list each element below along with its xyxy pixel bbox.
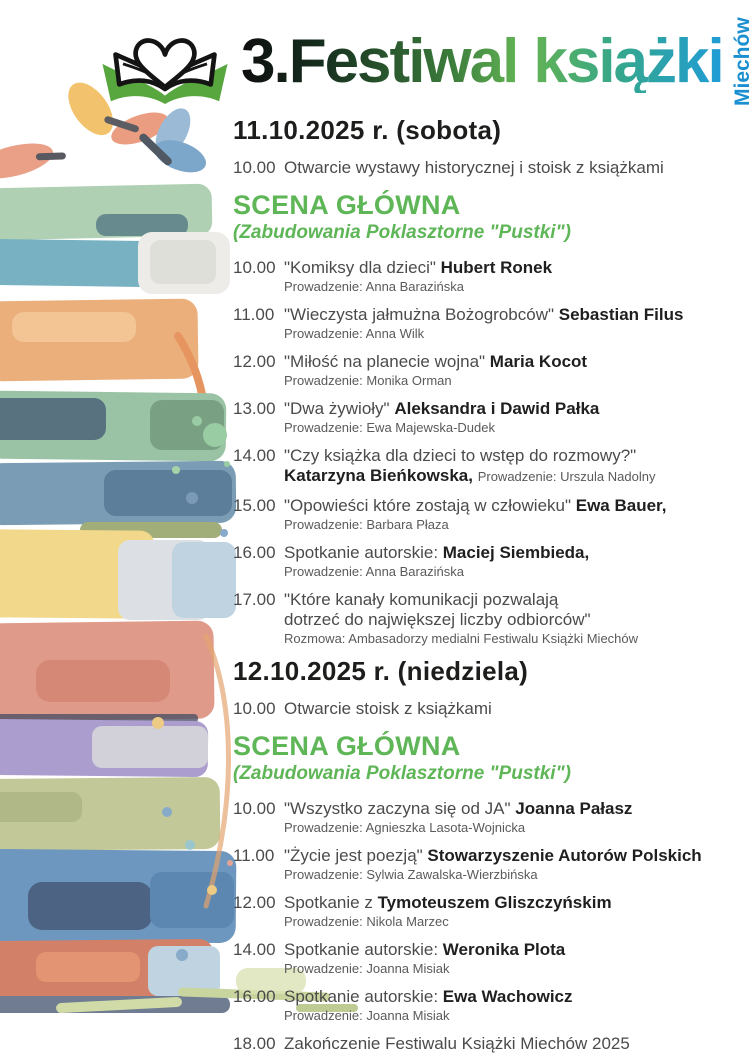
date-heading: 12.10.2025 r. (niedziela) (233, 656, 529, 687)
header (0, 0, 754, 110)
event-title: Otwarcie stoisk z książkami (284, 698, 492, 718)
event-row (233, 893, 705, 931)
event-row (233, 258, 705, 296)
festival-city-label: Miechów (730, 17, 754, 106)
event-title: "Wieczysta jałmużna Bożogrobców" Sebastian Filus (284, 304, 684, 324)
event-time: 16.00 (233, 542, 276, 562)
event-host: Prowadzenie: Joanna Misiak (284, 1008, 450, 1024)
day-section-saturday (233, 116, 705, 648)
event-speaker: Maciej Siembieda, (442, 542, 590, 562)
event-host: Prowadzenie: Ewa Majewska-Dudek (284, 420, 495, 436)
event-speaker: Joanna Pałasz (515, 798, 633, 818)
event-row (233, 446, 705, 487)
event-speaker: Katarzyna Bieńkowska, (284, 466, 478, 486)
event-title: "Komiksy dla dzieci" Hubert Ronek (284, 257, 553, 277)
event-row (233, 846, 705, 884)
event-speaker: Aleksandra i Dawid Pałka (394, 398, 600, 418)
event-title: "Czy książka dla dzieci to wstęp do rozmowy?" (284, 445, 637, 465)
event-title: "Które kanały komunikacji pozwalają (284, 589, 559, 609)
event-row (233, 543, 705, 581)
event-host: Prowadzenie: Anna Wilk (284, 326, 425, 342)
stage-subheading: (Zabudowania Poklasztorne "Pustki") (233, 763, 571, 785)
festival-title-part1: 3.Festiwal (241, 27, 518, 96)
date-heading: 11.10.2025 r. (sobota) (233, 115, 502, 145)
event-time: 18.00 (233, 1033, 276, 1053)
event-row (233, 399, 705, 437)
stage-heading: SCENA GŁÓWNA (233, 190, 461, 221)
event-speaker: Sebastian Filus (558, 304, 684, 324)
event-title-line2: dotrzeć do największej liczby odbiorców" (284, 610, 591, 630)
event-row (233, 987, 705, 1025)
event-time: 12.00 (233, 892, 276, 912)
event-host: Prowadzenie: Agnieszka Lasota-Wojnicka (284, 820, 526, 836)
event-speaker: Weronika Plota (442, 939, 566, 959)
event-speaker: Maria Kocot (489, 351, 588, 371)
event-row (233, 590, 705, 648)
event-time: 17.00 (233, 589, 276, 609)
day-section-sunday (233, 657, 705, 1054)
event-speaker: Ewa Wachowicz (442, 986, 573, 1006)
event-speaker-line (284, 466, 705, 486)
event-title: "Życie jest poezją" Stowarzyszenie Autorów Polskich (284, 845, 702, 865)
event-title: Spotkanie autorskie: Maciej Siembieda, (284, 542, 590, 562)
event-row (233, 699, 705, 719)
event-time: 12.00 (233, 351, 276, 371)
event-title: Spotkanie autorskie: Ewa Wachowicz (284, 986, 573, 1006)
event-time: 14.00 (233, 445, 276, 465)
event-row (233, 940, 705, 978)
event-host: Rozmowa: Ambasadorzy medialni Festiwalu Książki Miechów (284, 631, 639, 647)
event-time: 10.00 (233, 798, 276, 818)
event-host: Prowadzenie: Anna Barazińska (284, 279, 464, 295)
event-host: Prowadzenie: Nikola Marzec (284, 914, 449, 930)
event-title: Spotkanie autorskie: Weronika Plota (284, 939, 566, 959)
event-time: 11.00 (233, 845, 275, 865)
event-time: 14.00 (233, 939, 276, 959)
event-title: Spotkanie z Tymoteuszem Gliszczyńskim (284, 892, 612, 912)
event-row (233, 1034, 705, 1054)
event-host: Prowadzenie: Joanna Misiak (284, 961, 450, 977)
event-speaker: Tymoteuszem Gliszczyńskim (377, 892, 612, 912)
event-time: 15.00 (233, 495, 276, 515)
event-row (233, 158, 705, 178)
event-row (233, 496, 705, 534)
event-speaker: Stowarzyszenie Autorów Polskich (427, 845, 702, 865)
program-schedule (0, 110, 727, 1054)
event-row (233, 799, 705, 837)
event-title: "Opowieści które zostają w człowieku" Ewa Bauer, (284, 495, 667, 515)
event-time: 10.00 (233, 157, 276, 177)
event-title: Otwarcie wystawy historycznej i stoisk z książkami (284, 157, 664, 177)
stage-heading: SCENA GŁÓWNA (233, 731, 461, 762)
festival-title-part2: książki (533, 27, 723, 96)
event-row (233, 352, 705, 390)
event-time: 11.00 (233, 304, 275, 324)
event-row (233, 305, 705, 343)
event-speaker: Ewa Bauer, (575, 495, 667, 515)
event-title: "Dwa żywioły" Aleksandra i Dawid Pałka (284, 398, 600, 418)
event-host: Prowadzenie: Anna Barazińska (284, 564, 464, 580)
event-title: Zakończenie Festiwalu Książki Miechów 2025 (284, 1033, 630, 1053)
event-speaker: Hubert Ronek (440, 257, 553, 277)
event-host: Prowadzenie: Sylwia Zawalska-Wierzbińska (284, 867, 538, 883)
event-time: 13.00 (233, 398, 276, 418)
event-time: 10.00 (233, 257, 276, 277)
event-time: 10.00 (233, 698, 276, 718)
event-time: 16.00 (233, 986, 276, 1006)
event-host: Prowadzenie: Urszula Nadolny (477, 469, 656, 485)
event-title: "Wszystko zaczyna się od JA" Joanna Pałasz (284, 798, 633, 818)
festival-title (241, 27, 723, 96)
stage-subheading: (Zabudowania Poklasztorne "Pustki") (233, 221, 571, 243)
event-title: "Miłość na planecie wojna" Maria Kocot (284, 351, 588, 371)
event-host: Prowadzenie: Monika Orman (284, 373, 452, 389)
event-host: Prowadzenie: Barbara Płaza (284, 517, 449, 532)
open-book-heart-logo-icon (95, 16, 235, 108)
